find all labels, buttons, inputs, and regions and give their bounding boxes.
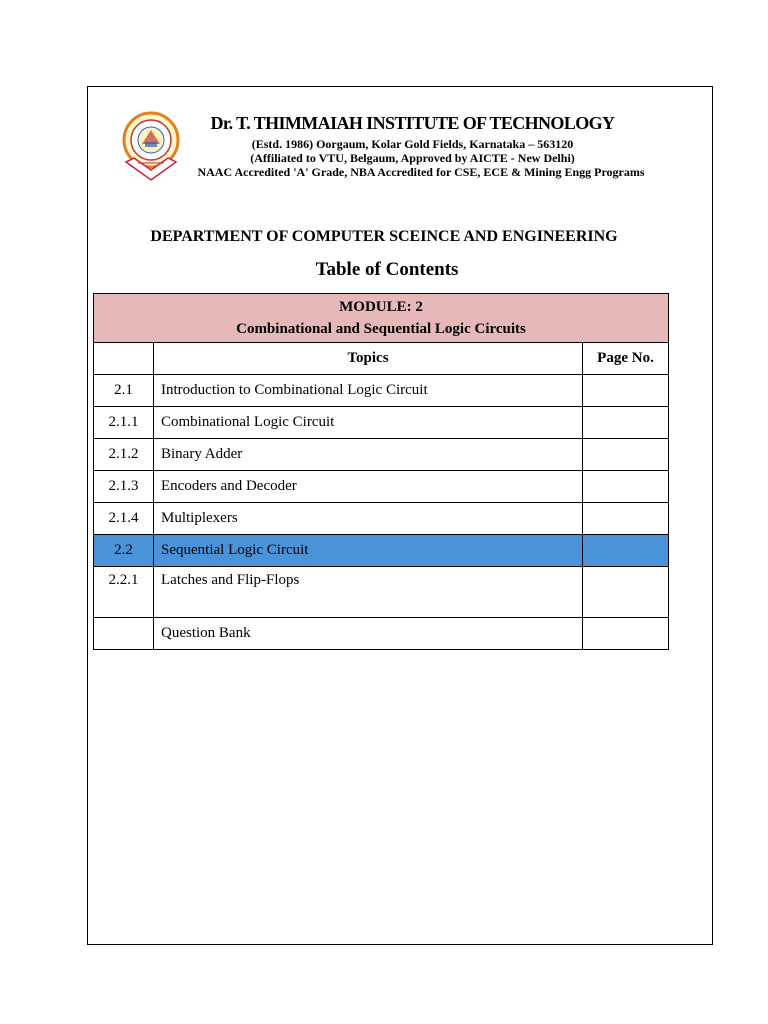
row-topic: Introduction to Combinational Logic Circuit <box>154 375 583 407</box>
row-page <box>583 439 669 471</box>
table-row-selected[interactable] <box>94 535 669 567</box>
row-page <box>583 567 669 618</box>
module-header <box>94 294 669 343</box>
row-number: 2.1.2 <box>94 439 154 471</box>
row-number <box>94 618 154 650</box>
module-label: MODULE: 2 <box>339 299 423 315</box>
row-topic: Multiplexers <box>154 503 583 535</box>
column-header-row <box>94 343 669 375</box>
row-page <box>583 471 669 503</box>
table-row[interactable] <box>94 439 669 471</box>
accreditation-line: NAAC Accredited 'A' Grade, NBA Accredited for CSE, ECE & Mining Engg Programs <box>197 165 645 179</box>
table-row[interactable] <box>94 471 669 503</box>
column-header-page: Page No. <box>583 343 669 375</box>
row-topic: Sequential Logic Circuit <box>154 535 583 567</box>
table-row[interactable] <box>94 567 669 618</box>
institute-name: Dr. T. THIMMAIAH INSTITUTE OF TECHNOLOGY <box>210 113 615 133</box>
row-number: 2.1.4 <box>94 503 154 535</box>
row-page <box>583 407 669 439</box>
table-row[interactable] <box>94 618 669 650</box>
table-row[interactable] <box>94 375 669 407</box>
row-topic: Binary Adder <box>154 439 583 471</box>
row-page <box>583 375 669 407</box>
row-topic: Combinational Logic Circuit <box>154 407 583 439</box>
row-page <box>583 503 669 535</box>
row-topic: Encoders and Decoder <box>154 471 583 503</box>
toc-title: Table of Contents <box>315 259 459 280</box>
row-number: 2.1 <box>94 375 154 407</box>
row-number: 2.2 <box>94 535 154 567</box>
table-row[interactable] <box>94 407 669 439</box>
department-title: DEPARTMENT OF COMPUTER SCEINCE AND ENGINEERING <box>150 228 618 245</box>
row-page <box>583 535 669 567</box>
affiliation-line: (Affiliated to VTU, Belgaum, Approved by AICTE - New Delhi) <box>250 151 575 165</box>
module-subtitle: Combinational and Sequential Logic Circuits <box>236 321 526 337</box>
row-page <box>583 618 669 650</box>
table-row[interactable] <box>94 503 669 535</box>
toc-table <box>93 293 669 650</box>
row-number: 2.2.1 <box>94 567 154 618</box>
column-header-topics: Topics <box>154 343 583 375</box>
row-number: 2.1.3 <box>94 471 154 503</box>
estd-line: (Estd. 1986) Oorgaum, Kolar Gold Fields, Karnataka – 563120 <box>251 137 574 151</box>
row-topic: Question Bank <box>154 618 583 650</box>
row-topic: Latches and Flip-Flops <box>154 567 583 618</box>
column-header-number <box>94 343 154 375</box>
module-header-row <box>94 294 669 343</box>
row-number: 2.1.1 <box>94 407 154 439</box>
